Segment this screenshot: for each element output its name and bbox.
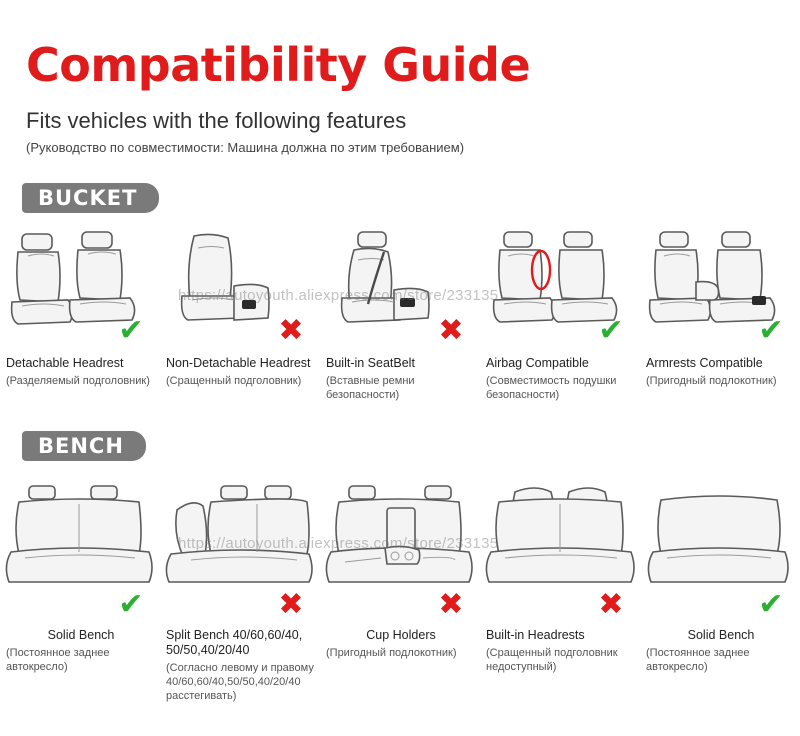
bucket-item-labels: [6, 356, 156, 388]
section-tab-bench: BENCH: [22, 431, 146, 461]
bucket-item-airbag-compatible: [480, 222, 640, 427]
status-badge-cross: ✖: [278, 313, 304, 348]
page-subtitle: Fits vehicles with the following features: [26, 108, 407, 133]
bench-item-solid-bench: [0, 470, 160, 730]
item-label-en: Split Bench 40/60,60/40, 50/50,40/20/40: [166, 628, 303, 657]
item-label-en: Cup Holders: [366, 628, 436, 642]
status-badge-cross: ✖: [438, 587, 464, 622]
item-label-ru: (Совместимость подушки безопасности): [486, 375, 617, 401]
status-badge-cross: ✖: [278, 587, 304, 622]
item-label-ru: (Сращенный подголовник): [166, 375, 302, 387]
item-label-ru: (Разделяемый подголовник): [6, 375, 150, 387]
bucket-item-built-in-seatbelt: [320, 222, 480, 427]
item-label-en: Built-in Headrests: [486, 628, 585, 642]
item-label-ru: (Пригодный подлокотник): [646, 375, 777, 387]
item-label-en: Detachable Headrest: [6, 356, 124, 370]
bucket-item-labels: [646, 356, 796, 388]
status-badge-check: ✔: [758, 587, 784, 622]
bench-item-labels: [326, 628, 476, 660]
status-badge-check: ✔: [118, 313, 144, 348]
section-tab-bucket: BUCKET: [22, 183, 159, 213]
bench-item-split-bench: [160, 470, 320, 730]
item-label-en: Solid Bench: [47, 628, 115, 642]
item-label-ru: (Постоянное заднее автокресло): [6, 647, 110, 673]
bench-item-cup-holders: [320, 470, 480, 730]
watermark-bottom: https://autoyouth.aliexpress.com/store/233135: [178, 535, 499, 552]
bucket-item-detachable-headrest: [0, 222, 160, 427]
watermark-top: https://autoyouth.aliexpress.com/store/233135: [178, 287, 499, 304]
item-label-ru: (Пригодный подлокотник): [326, 647, 457, 659]
bench-item-solid-bench-2: [640, 470, 800, 730]
item-label-ru: (Сращенный подголовник недоступный): [486, 647, 618, 673]
item-label-en: Built-in SeatBelt: [326, 356, 415, 370]
item-label-en: Solid Bench: [687, 628, 755, 642]
status-badge-cross: ✖: [438, 313, 464, 348]
status-badge-cross: ✖: [598, 587, 624, 622]
bench-item-labels: [166, 628, 316, 703]
bucket-item-non-detachable-headrest: [160, 222, 320, 427]
item-label-en: Non-Detachable Headrest: [166, 356, 311, 370]
status-badge-check: ✔: [118, 587, 144, 622]
bottom-spacer: [0, 731, 800, 736]
bench-item-built-in-headrests: [480, 470, 640, 730]
item-label-ru: (Постоянное заднее автокресло): [646, 647, 750, 673]
bench-item-labels: [486, 628, 636, 674]
page-subtitle-ru: (Руководство по совместимости: Машина должна по этим требованием): [26, 140, 465, 155]
item-label-ru: (Вставные ремни безопасности): [326, 375, 415, 401]
bench-item-labels: [6, 628, 156, 674]
page-title: Compatibility Guide: [26, 38, 531, 92]
item-label-ru: (Согласно левому и правому 40/60,60/40,50/50,40/20/40 расстегивать): [166, 662, 314, 702]
status-badge-check: ✔: [758, 313, 784, 348]
bucket-item-labels: [486, 356, 636, 402]
bucket-item-armrests-compatible: [640, 222, 800, 427]
status-badge-check: ✔: [598, 313, 624, 348]
bench-row: [0, 470, 800, 730]
bucket-item-labels: [166, 356, 316, 388]
item-label-en: Airbag Compatible: [486, 356, 589, 370]
bucket-row: [0, 222, 800, 427]
bucket-item-labels: [326, 356, 476, 402]
item-label-en: Armrests Compatible: [646, 356, 763, 370]
bench-item-labels: [646, 628, 796, 674]
